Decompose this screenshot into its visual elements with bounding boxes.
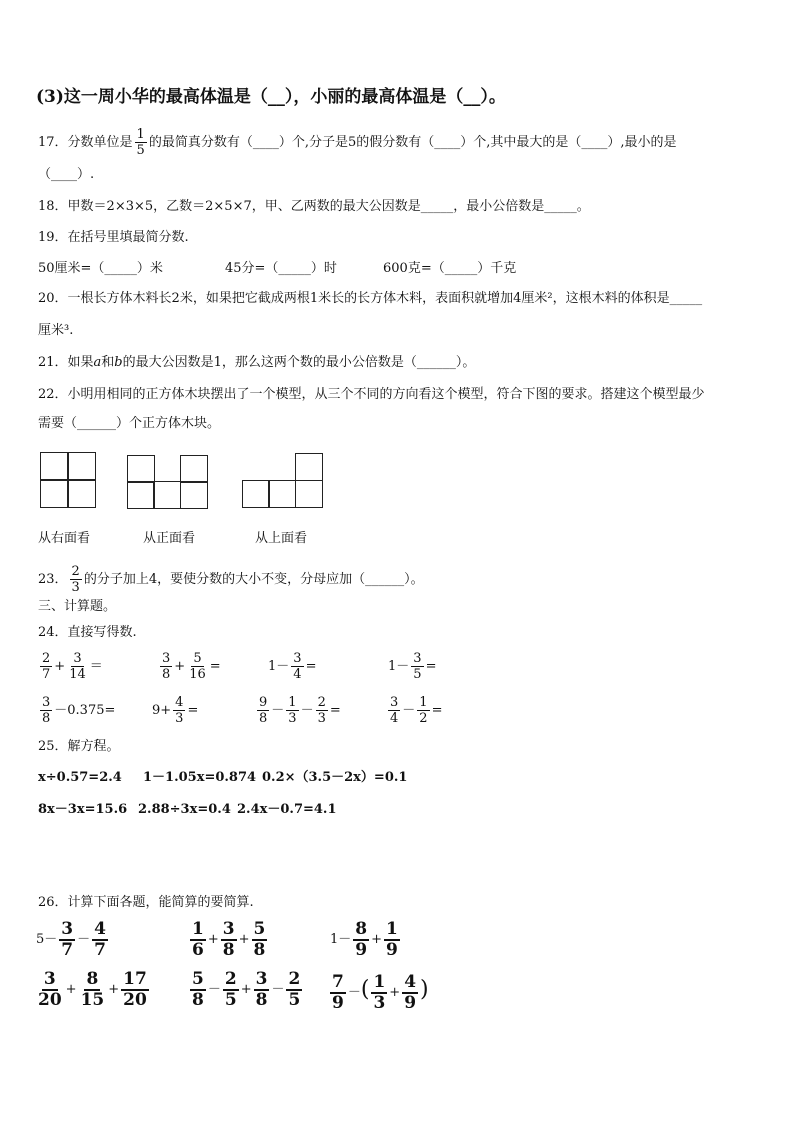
- q19-item-3: 600克=（_____）千克: [383, 261, 517, 276]
- q24-expr-3: 1－ $\frac{3}{4}$ =: [268, 651, 317, 682]
- q24-expr-2: $\frac{3}{8}$ + $\frac{5}{16}$ =: [162, 651, 221, 682]
- question-20-cont: 厘米³.: [38, 323, 74, 338]
- view-label-top: 从上面看: [255, 531, 308, 546]
- question-26: 26．计算下面各题，能简算的要简算.: [38, 895, 254, 910]
- right-view-figure: [40, 452, 96, 508]
- question-20: 20．一根长方体木料长2米，如果把它截成两根1米长的长方体木料，表面积就增加4厘米²，这根木料的体积是_____: [38, 291, 703, 306]
- question-17-cont: （____）.: [38, 167, 95, 182]
- question-23: 23． $\frac{2}{3}$ 的分子加上4，要使分数的大小不变，分母应加（______）。: [38, 564, 424, 595]
- view-label-right: 从右面看: [38, 531, 91, 546]
- q26-expr-4: $\frac{3}{20}$ + $\frac{8}{15}$ + $\frac{17}{20}$: [38, 968, 147, 1010]
- question-17: [38, 128, 677, 157]
- question-21: 21．如果𝑎和𝑏的最大公因数是1，那么这两个数的最小公倍数是（______）。: [38, 355, 476, 370]
- q17-fraction: $\frac{1}{5}$: [136, 127, 145, 158]
- q24-expr-1: $\frac{2}{7}$ + $\frac{3}{14}$ ＝: [42, 651, 103, 682]
- q26-expr-6: $\frac{7}{9}$ －( $\frac{1}{3}$ + $\frac{4}{9}$ ): [332, 971, 429, 1013]
- q26-expr-1: 5－ $\frac{3}{7}$ － $\frac{4}{7}$: [36, 918, 106, 960]
- q24-expr-8: $\frac{3}{4}$ － $\frac{1}{2}$ =: [390, 695, 443, 726]
- q26-expr-2: $\frac{1}{6}$ + $\frac{3}{8}$ + $\frac{5}{8}$: [192, 918, 266, 960]
- question-3-line: (3)这一周小华的最高体温是（__），小丽的最高体温是（__）。: [36, 87, 506, 107]
- q17-text-b: 的最简真分数有（____）个,分子是5的假分数有（____）个,其中最大的是（____）,最小的是: [148, 135, 677, 150]
- q24-expr-7: $\frac{9}{8}$ － $\frac{1}{3}$ － $\frac{2}{3}$ =: [259, 695, 341, 726]
- q19-item-2: 45分=（_____）时: [225, 261, 337, 276]
- question-22-cont: 需要（______）个正方体木块。: [38, 416, 221, 431]
- q25-eq-3: 0.2×（3.5－2x）=0.1: [262, 770, 408, 785]
- q24-expr-5: $\frac{3}{8}$ －0.375=: [42, 695, 116, 726]
- q25-eq-1: x÷0.57=2.4: [38, 770, 122, 785]
- q24-expr-6: 9+ $\frac{4}{3}$ =: [152, 695, 199, 726]
- q26-expr-5: $\frac{5}{8}$ － $\frac{2}{5}$ + $\frac{3}{8}$ － $\frac{2}{5}$: [192, 968, 301, 1010]
- q17-text-a: 17．分数单位是: [38, 135, 133, 150]
- question-25: 25．解方程。: [38, 739, 120, 754]
- section-3-heading: 三、计算题。: [38, 599, 117, 614]
- question-22: 22．小明用相同的正方体木块摆出了一个模型，从三个不同的方向看这个模型，符合下图的要求。搭建这个模型最少: [38, 387, 705, 402]
- q25-eq-5: 2.88÷3x=0.4: [138, 802, 231, 817]
- q19-item-1: 50厘米=（_____）米: [38, 261, 163, 276]
- q24-expr-4: 1－ $\frac{3}{5}$ =: [388, 651, 437, 682]
- q25-eq-2: 1－1.05x=0.874: [143, 770, 257, 785]
- question-19: 19．在括号里填最简分数.: [38, 230, 189, 245]
- question-18: 18．甲数＝2×3×5，乙数＝2×5×7，甲、乙两数的最大公因数是_____，最小公倍数是_____。: [38, 199, 590, 214]
- q25-eq-6: 2.4x－0.7=4.1: [237, 802, 337, 817]
- top-view-figure: [242, 453, 323, 508]
- question-24: 24．直接写得数.: [38, 625, 137, 640]
- front-view-figure: [127, 455, 208, 509]
- q25-eq-4: 8x－3x=15.6: [38, 802, 128, 817]
- q23-fraction: $\frac{2}{3}$: [71, 564, 80, 595]
- q26-expr-3: 1－ $\frac{8}{9}$ + $\frac{1}{9}$: [330, 918, 398, 960]
- view-label-front: 从正面看: [143, 531, 196, 546]
